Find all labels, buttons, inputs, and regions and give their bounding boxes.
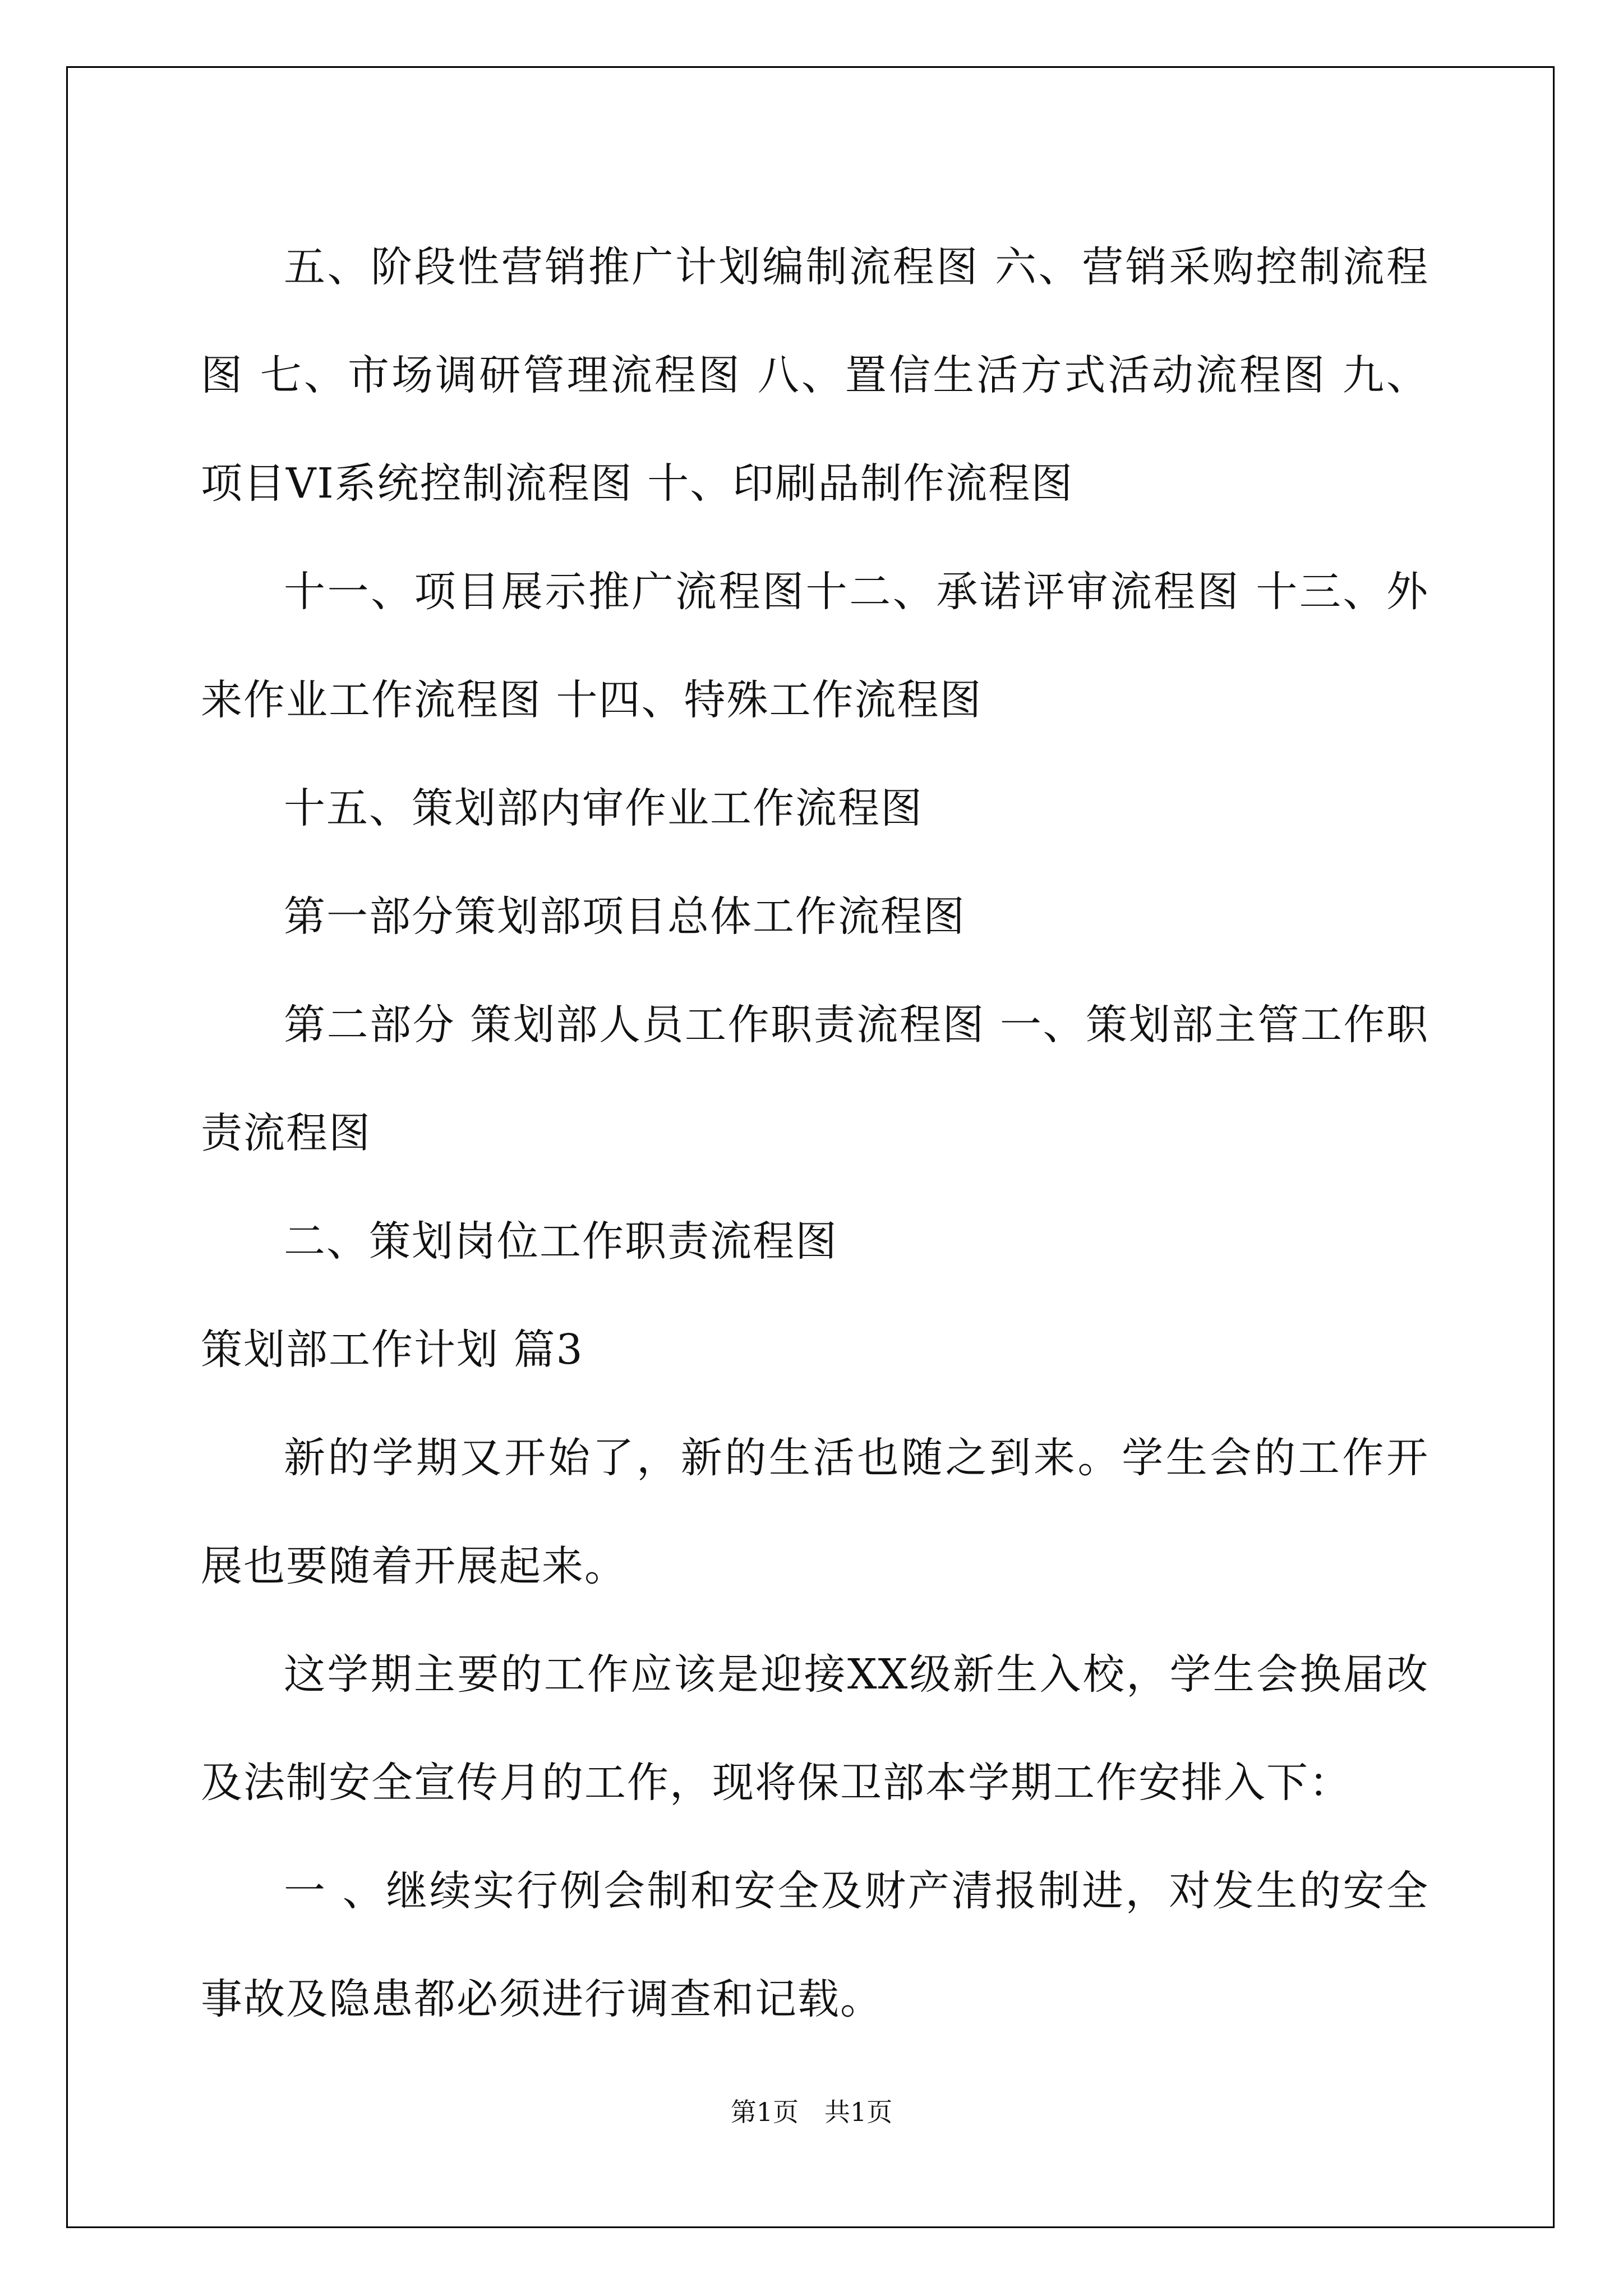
paragraph-part-one: 第一部分策划部项目总体工作流程图	[284, 892, 966, 941]
paragraph-flowchart-list-1: 五、阶段性营销推广计划编制流程图 六、营销采购控制流程图 七、市场调研管理流程图 八、置信生活方式活动流程图 九、项目VI系统控制流程图 十、印刷品制作流程图	[201, 243, 1429, 508]
paragraph-flowchart-list-2: 十一、项目展示推广流程图十二、承诺评审流程图 十三、外来作业工作流程图 十四、特殊工作流程图	[201, 568, 1429, 724]
paragraph-flowchart-list-3: 十五、策划部内审作业工作流程图	[284, 784, 923, 832]
page-number: 第1页 共1页	[730, 2097, 893, 2127]
document-body	[201, 213, 1429, 2054]
section-heading: 策划部工作计划 篇3	[201, 1326, 584, 1374]
paragraph-new-semester: 新的学期又开始了，新的生活也随之到来。学生会的工作开展也要随着开展起来。	[201, 1434, 1429, 1590]
paragraph-planning-duty: 二、策划岗位工作职责流程图	[284, 1217, 838, 1266]
paragraph-item-one: 一 、继续实行例会制和安全及财产清报制进，对发生的安全事故及隐患都必须进行调查和记载。	[201, 1867, 1429, 2023]
paragraph-main-work: 这学期主要的工作应该是迎接XX级新生入校，学生会换届改及法制安全宣传月的工作，现将保卫部本学期工作安排入下：	[201, 1650, 1429, 1807]
paragraph-part-two: 第二部分 策划部人员工作职责流程图 一、策划部主管工作职责流程图	[201, 1001, 1429, 1157]
